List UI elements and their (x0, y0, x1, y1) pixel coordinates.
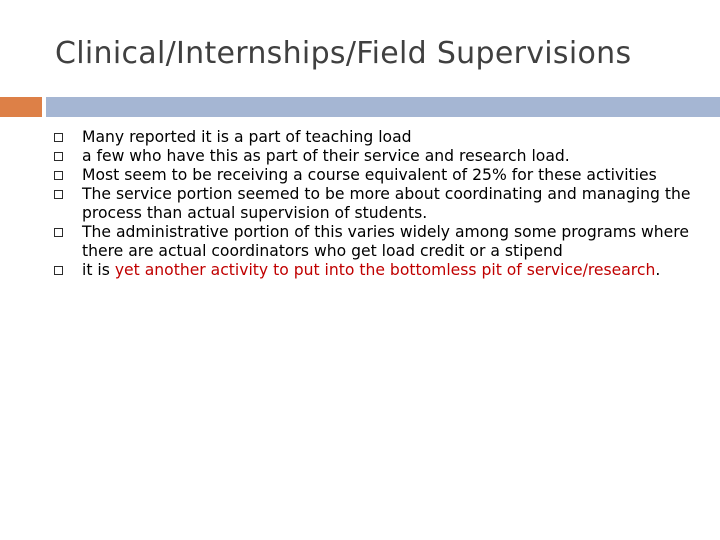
bullet-text: a few who have this as part of their service and research load. (82, 147, 570, 165)
bullet-list (54, 128, 694, 280)
bullet-text: Many reported it is a part of teaching load (82, 128, 412, 146)
accent-bar-blue (46, 97, 720, 117)
square-outline-icon (54, 133, 63, 142)
bullet-text-prefix: it is (82, 261, 115, 279)
bullet-text: Most seem to be receiving a course equivalent of 25% for these activities (82, 166, 657, 184)
square-outline-icon (54, 228, 63, 237)
bullet-item (54, 147, 694, 166)
bullet-text: The service portion seemed to be more about coordinating and managing the process than actual supervision of students. (82, 185, 691, 222)
square-outline-icon (54, 190, 63, 199)
bullet-item (54, 128, 694, 147)
bullet-text-suffix: . (655, 261, 661, 279)
bullet-item (54, 261, 694, 280)
bullet-text: The administrative portion of this varies widely among some programs where there are actual coordinators who get load credit or a stipend (82, 223, 689, 260)
bullet-item (54, 223, 694, 261)
square-outline-icon (54, 266, 63, 275)
square-outline-icon (54, 171, 63, 180)
accent-bar-orange (0, 97, 42, 117)
bullet-item (54, 185, 694, 223)
slide-title: Clinical/Internships/Field Supervisions (55, 36, 632, 71)
square-outline-icon (54, 152, 63, 161)
bullet-text-highlight: yet another activity to put into the bottomless pit of service/research (114, 261, 656, 279)
bullet-item (54, 166, 694, 185)
